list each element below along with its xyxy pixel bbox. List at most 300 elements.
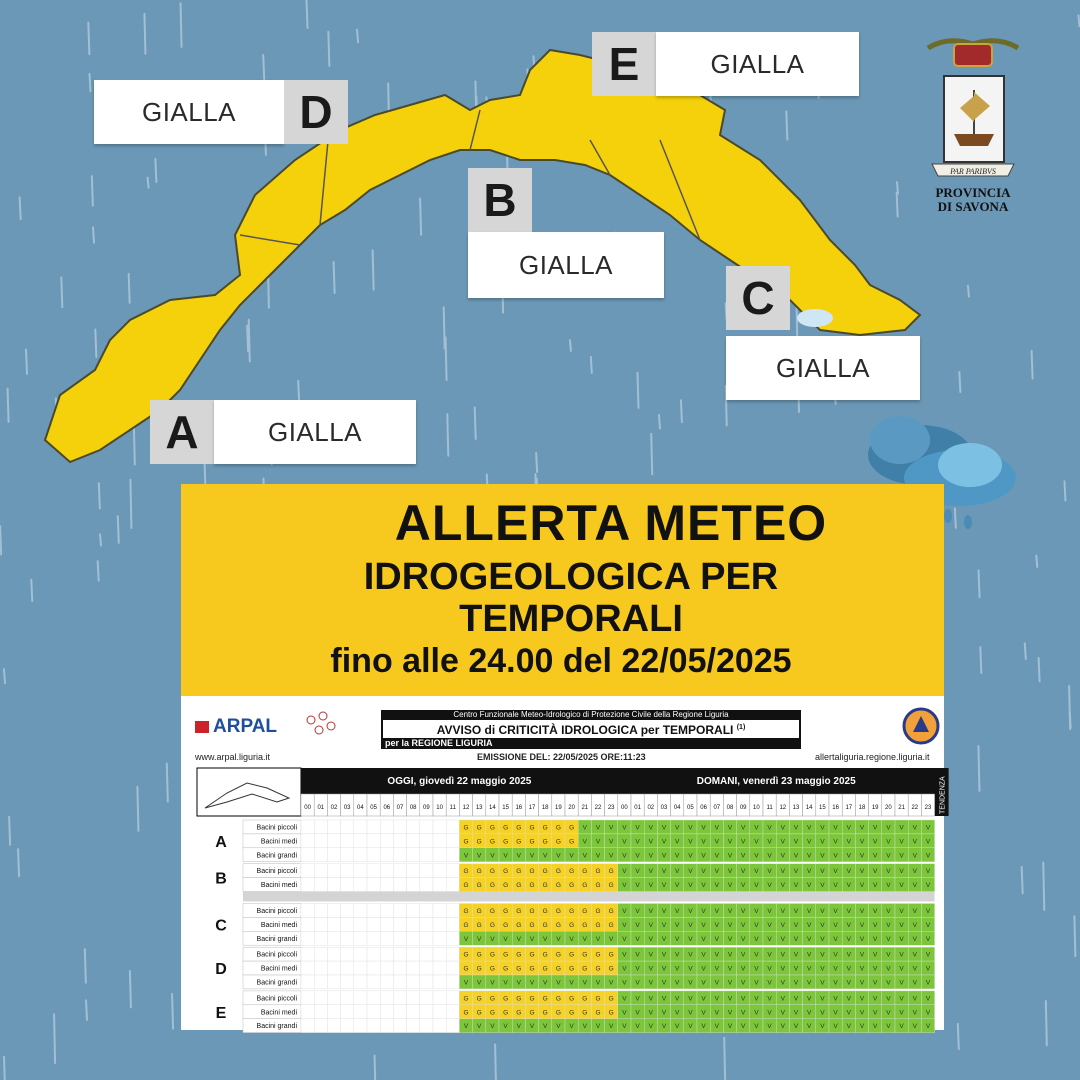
criticality-cell [341, 864, 354, 878]
criticality-code: V [675, 1009, 680, 1017]
criticality-code: V [661, 921, 667, 929]
hour-label: 00 [621, 805, 628, 811]
criticality-cell [446, 834, 459, 848]
criticality-code: V [714, 868, 719, 876]
criticality-code: V [754, 951, 759, 959]
criticality-code: V [859, 965, 865, 973]
criticality-code: V [899, 979, 904, 987]
criticality-cell [314, 864, 327, 878]
criticality-code: V [899, 1009, 904, 1017]
hour-label: 19 [555, 805, 562, 811]
criticality-code: V [516, 979, 521, 987]
criticality-code: V [833, 852, 838, 860]
rain-streak [4, 1057, 5, 1080]
criticality-code: G [476, 882, 482, 890]
criticality-code: G [555, 995, 561, 1003]
criticality-cell [341, 961, 354, 975]
criticality-code: V [820, 908, 825, 915]
criticality-cell [433, 961, 446, 975]
criticality-code: V [925, 935, 931, 943]
criticality-code: V [727, 824, 733, 832]
criticality-code: V [820, 852, 825, 860]
criticality-code: V [701, 908, 706, 915]
criticality-code: G [463, 995, 469, 1003]
criticality-code: G [529, 868, 535, 876]
basin-label: Bacini piccoli [256, 908, 297, 915]
criticality-code: V [793, 868, 799, 876]
criticality-code: G [529, 921, 535, 929]
criticality-code: V [648, 824, 653, 832]
hour-label: 20 [885, 805, 892, 811]
criticality-code: V [741, 868, 746, 876]
criticality-code: V [543, 1023, 548, 1031]
basin-label: Bacini medi [260, 921, 297, 929]
criticality-code: V [741, 838, 746, 846]
hour-label: 05 [687, 805, 694, 811]
criticality-code: G [476, 921, 482, 929]
criticality-code: V [912, 908, 917, 915]
criticality-code: V [754, 995, 759, 1003]
criticality-code: V [807, 852, 812, 860]
criticality-code: V [727, 951, 733, 959]
notice-title-note: (1) [736, 724, 746, 731]
criticality-code: V [661, 965, 667, 973]
criticality-code: G [542, 965, 548, 973]
criticality-code: V [793, 824, 799, 832]
criticality-cell [420, 1019, 433, 1033]
criticality-code: G [555, 1009, 561, 1017]
criticality-code: V [793, 1023, 799, 1031]
criticality-code: V [661, 979, 667, 987]
criticality-code: V [793, 951, 799, 959]
criticality-cell [354, 947, 367, 961]
criticality-code: G [569, 951, 575, 959]
criticality-code: G [542, 908, 548, 915]
criticality-code: V [635, 908, 640, 915]
criticality-cell [446, 975, 459, 989]
criticality-code: V [859, 1009, 865, 1017]
criticality-cell [341, 848, 354, 862]
criticality-code: V [780, 951, 785, 959]
criticality-code: V [793, 852, 799, 860]
criticality-code: V [793, 979, 799, 987]
criticality-code: G [463, 1009, 469, 1017]
criticality-cell [301, 917, 314, 931]
criticality-code: V [846, 965, 851, 973]
criticality-code: G [595, 1009, 601, 1017]
criticality-code: V [661, 951, 667, 959]
criticality-cell [341, 834, 354, 848]
criticality-code: V [622, 824, 627, 832]
rain-streak [130, 480, 131, 528]
rain-streak [1074, 916, 1075, 956]
criticality-code: G [503, 951, 509, 959]
criticality-code: G [476, 1009, 482, 1017]
criticality-code: V [675, 995, 680, 1003]
criticality-code: G [516, 951, 522, 959]
criticality-code: V [688, 965, 693, 973]
criticality-cell [367, 864, 380, 878]
zone-letter: C [726, 266, 790, 330]
criticality-code: G [489, 824, 495, 832]
criticality-cell [407, 1005, 420, 1019]
hour-label: 10 [753, 805, 760, 811]
criticality-code: V [820, 979, 825, 987]
criticality-code: V [754, 838, 759, 846]
criticality-code: G [463, 965, 469, 973]
criticality-code: V [899, 935, 904, 943]
criticality-code: V [873, 838, 878, 846]
criticality-code: V [780, 868, 785, 876]
criticality-cell [380, 975, 393, 989]
rain-streak [724, 1038, 725, 1080]
criticality-code: V [793, 908, 799, 915]
criticality-code: G [595, 995, 601, 1003]
criticality-cell [420, 947, 433, 961]
criticality-code: V [463, 979, 469, 987]
criticality-code: V [912, 995, 917, 1003]
criticality-code: V [846, 921, 851, 929]
criticality-cell [393, 917, 406, 931]
rain-streak [4, 669, 5, 683]
criticality-code: V [780, 824, 785, 832]
criticality-code: G [463, 908, 469, 915]
criticality-code: V [780, 908, 785, 915]
criticality-cell [393, 878, 406, 892]
criticality-code: V [609, 979, 614, 987]
criticality-cell [380, 991, 393, 1005]
hour-label: 09 [739, 805, 747, 811]
criticality-code: V [675, 965, 680, 973]
criticality-code: G [595, 908, 601, 915]
criticality-code: G [476, 868, 482, 876]
criticality-code: V [661, 824, 667, 832]
criticality-code: G [516, 824, 522, 832]
criticality-code: V [846, 951, 851, 959]
hour-label: 06 [700, 805, 707, 811]
criticality-code: G [608, 882, 614, 890]
criticality-cell [327, 864, 340, 878]
zone-level: GIALLA [468, 232, 664, 298]
criticality-cell [407, 864, 420, 878]
criticality-code: V [648, 1009, 653, 1017]
criticality-code: G [516, 908, 522, 915]
criticality-cell [393, 1005, 406, 1019]
criticality-cell [407, 961, 420, 975]
criticality-code: G [582, 965, 588, 973]
civil-protection-logo-icon [901, 706, 941, 746]
criticality-code: G [608, 951, 614, 959]
hour-label: 19 [871, 805, 879, 811]
criticality-code: V [688, 824, 693, 832]
criticality-cell [314, 961, 327, 975]
criticality-cell [367, 975, 380, 989]
criticality-cell [327, 991, 340, 1005]
criticality-code: V [648, 852, 653, 860]
criticality-code: V [873, 1009, 878, 1017]
hour-label: 22 [911, 805, 919, 811]
criticality-code: V [622, 1023, 627, 1031]
grid-zone-letter: A [215, 833, 227, 851]
criticality-cell [420, 864, 433, 878]
criticality-code: V [688, 979, 693, 987]
criticality-code: G [503, 824, 509, 832]
basin-label: Bacini medi [260, 1009, 297, 1017]
criticality-code: V [833, 921, 838, 929]
criticality-code: G [582, 995, 588, 1003]
criticality-code: V [833, 995, 838, 1003]
criticality-code: V [582, 852, 587, 860]
criticality-code: V [912, 868, 917, 876]
criticality-code: V [741, 951, 746, 959]
criticality-code: G [463, 921, 469, 929]
criticality-code: V [873, 908, 878, 915]
criticality-code: V [912, 838, 917, 846]
criticality-code: V [595, 935, 601, 943]
criticality-code: G [476, 965, 482, 973]
criticality-code: V [622, 852, 627, 860]
criticality-code: V [912, 1009, 917, 1017]
criticality-code: V [582, 1023, 587, 1031]
criticality-cell [367, 820, 380, 834]
criticality-code: V [833, 824, 838, 832]
criticality-code: G [503, 1009, 509, 1017]
criticality-code: V [859, 908, 865, 915]
criticality-code: V [648, 908, 653, 915]
criticality-code: V [912, 1023, 917, 1031]
criticality-code: V [899, 908, 904, 915]
criticality-code: V [767, 852, 772, 860]
criticality-code: V [688, 1023, 693, 1031]
criticality-code: V [820, 951, 825, 959]
criticality-code: V [820, 882, 825, 890]
criticality-cell [420, 961, 433, 975]
criticality-code: V [767, 868, 772, 876]
criticality-code: V [503, 1023, 508, 1031]
rain-streak [86, 1000, 87, 1020]
logo-motto: PAR PARIBVS [950, 167, 996, 176]
criticality-cell [314, 820, 327, 834]
criticality-code: V [793, 935, 799, 943]
criticality-code: V [780, 965, 785, 973]
hour-label: 03 [343, 805, 351, 811]
criticality-cell [446, 947, 459, 961]
criticality-code: V [807, 824, 812, 832]
criticality-cell [433, 904, 446, 918]
criticality-code: V [569, 935, 574, 943]
molecule-logo-icon [301, 710, 361, 750]
criticality-code: V [529, 935, 535, 943]
criticality-code: V [688, 882, 693, 890]
criticality-cell [433, 820, 446, 834]
criticality-code: V [635, 1023, 640, 1031]
hour-label: 15 [819, 805, 826, 811]
criticality-code: G [555, 951, 561, 959]
criticality-code: V [714, 882, 719, 890]
rain-streak [130, 971, 131, 1007]
criticality-code: V [556, 979, 561, 987]
criticality-cell [367, 947, 380, 961]
criticality-code: V [780, 995, 785, 1003]
criticality-code: V [543, 852, 548, 860]
criticality-code: V [925, 824, 931, 832]
criticality-code: V [727, 935, 733, 943]
criticality-code: V [820, 838, 825, 846]
criticality-code: V [741, 965, 746, 973]
hour-label: 11 [449, 805, 456, 811]
criticality-code: V [886, 965, 891, 973]
criticality-code: G [555, 838, 561, 846]
zone-label-c [726, 266, 920, 400]
criticality-code: G [516, 995, 522, 1003]
criticality-cell [420, 991, 433, 1005]
criticality-code: V [925, 1009, 931, 1017]
criticality-cell [301, 975, 314, 989]
criticality-cell [354, 834, 367, 848]
criticality-code: G [555, 921, 561, 929]
criticality-code: V [648, 995, 653, 1003]
criticality-code: V [833, 979, 838, 987]
criticality-code: V [661, 1009, 667, 1017]
criticality-code: V [701, 882, 706, 890]
criticality-code: V [807, 921, 812, 929]
alert-validity: fino alle 24.00 del 22/05/2025 [330, 642, 792, 680]
criticality-code: V [675, 935, 680, 943]
criticality-code: G [516, 965, 522, 973]
criticality-cell [393, 820, 406, 834]
rain-streak [172, 994, 173, 1029]
criticality-code: V [873, 868, 878, 876]
criticality-code: V [899, 882, 904, 890]
criticality-code: V [635, 882, 640, 890]
criticality-code: V [727, 852, 733, 860]
criticality-code: V [622, 838, 627, 846]
criticality-code: V [833, 965, 838, 973]
criticality-code: V [503, 852, 508, 860]
criticality-code: G [503, 908, 509, 915]
criticality-code: V [780, 838, 785, 846]
criticality-code: V [780, 1023, 785, 1031]
criticality-code: V [846, 908, 851, 915]
criticality-code: G [542, 921, 548, 929]
criticality-cell [446, 848, 459, 862]
criticality-code: V [727, 921, 733, 929]
criticality-cell [301, 991, 314, 1005]
criticality-code: V [609, 838, 614, 846]
hour-label: 04 [357, 805, 364, 811]
zone-level: GIALLA [214, 400, 416, 464]
criticality-cell [301, 848, 314, 862]
rain-streak [958, 1024, 959, 1049]
criticality-code: V [820, 921, 825, 929]
criticality-code: V [529, 852, 535, 860]
criticality-code: G [476, 951, 482, 959]
criticality-code: V [833, 908, 838, 915]
criticality-code: V [807, 1009, 812, 1017]
criticality-cell [301, 961, 314, 975]
criticality-code: G [569, 868, 575, 876]
criticality-code: G [595, 868, 601, 876]
row-separator [243, 892, 935, 902]
criticality-code: V [754, 882, 759, 890]
criticality-code: V [886, 951, 891, 959]
criticality-code: G [542, 838, 548, 846]
criticality-cell [446, 1005, 459, 1019]
criticality-cell [446, 931, 459, 945]
criticality-cell [407, 931, 420, 945]
criticality-code: G [555, 908, 561, 915]
arpal-url: www.arpal.liguria.it [195, 752, 271, 762]
criticality-code: V [701, 995, 706, 1003]
criticality-code: V [648, 868, 653, 876]
criticality-code: G [529, 965, 535, 973]
criticality-code: V [661, 852, 667, 860]
hour-label: 00 [304, 805, 311, 811]
criticality-code: V [846, 824, 851, 832]
criticality-code: V [648, 951, 653, 959]
rain-streak [85, 949, 86, 983]
hour-label: 14 [805, 805, 813, 811]
notice-emission: EMISSIONE DEL: 22/05/2025 ORE:11:23 [477, 752, 646, 762]
grid-zone-letter: E [215, 1004, 227, 1022]
criticality-code: V [635, 852, 640, 860]
criticality-code: G [542, 995, 548, 1003]
criticality-cell [433, 947, 446, 961]
rain-streak [1022, 867, 1023, 893]
criticality-code: V [767, 824, 772, 832]
notice-region: per la REGIONE LIGURIA [385, 738, 493, 748]
criticality-code: V [754, 979, 759, 987]
criticality-code: V [807, 965, 812, 973]
criticality-code: V [754, 824, 759, 832]
criticality-cell [407, 834, 420, 848]
hour-label: 09 [423, 805, 430, 811]
criticality-code: V [767, 921, 772, 929]
criticality-code: V [714, 965, 719, 973]
criticality-code: V [661, 908, 667, 915]
criticality-code: G [529, 908, 535, 915]
criticality-code: V [556, 1023, 561, 1031]
hour-label: 12 [462, 805, 470, 811]
criticality-cell [393, 904, 406, 918]
criticality-code: V [767, 995, 772, 1003]
criticality-code: G [463, 882, 469, 890]
criticality-code: V [648, 979, 653, 987]
basin-label: Bacini grandi [256, 1023, 297, 1031]
criticality-cell [393, 991, 406, 1005]
criticality-code: V [648, 838, 653, 846]
criticality-cell [407, 947, 420, 961]
criticality-code: V [833, 951, 838, 959]
criticality-cell [341, 917, 354, 931]
hour-label: 21 [898, 805, 905, 811]
arpal-label: ARPAL [213, 716, 278, 737]
criticality-cell [301, 931, 314, 945]
hour-label: 07 [713, 805, 721, 811]
criticality-code: V [675, 882, 680, 890]
criticality-code: V [675, 868, 680, 876]
criticality-code: V [873, 824, 878, 832]
criticality-code: V [727, 1023, 733, 1031]
criticality-code: V [516, 852, 521, 860]
criticality-code: V [490, 979, 495, 987]
criticality-code: V [714, 1009, 719, 1017]
rain-streak [18, 849, 19, 876]
logo-name [918, 186, 1028, 214]
criticality-code: V [899, 965, 904, 973]
criticality-cell [327, 961, 340, 975]
rain-streak [100, 534, 101, 545]
